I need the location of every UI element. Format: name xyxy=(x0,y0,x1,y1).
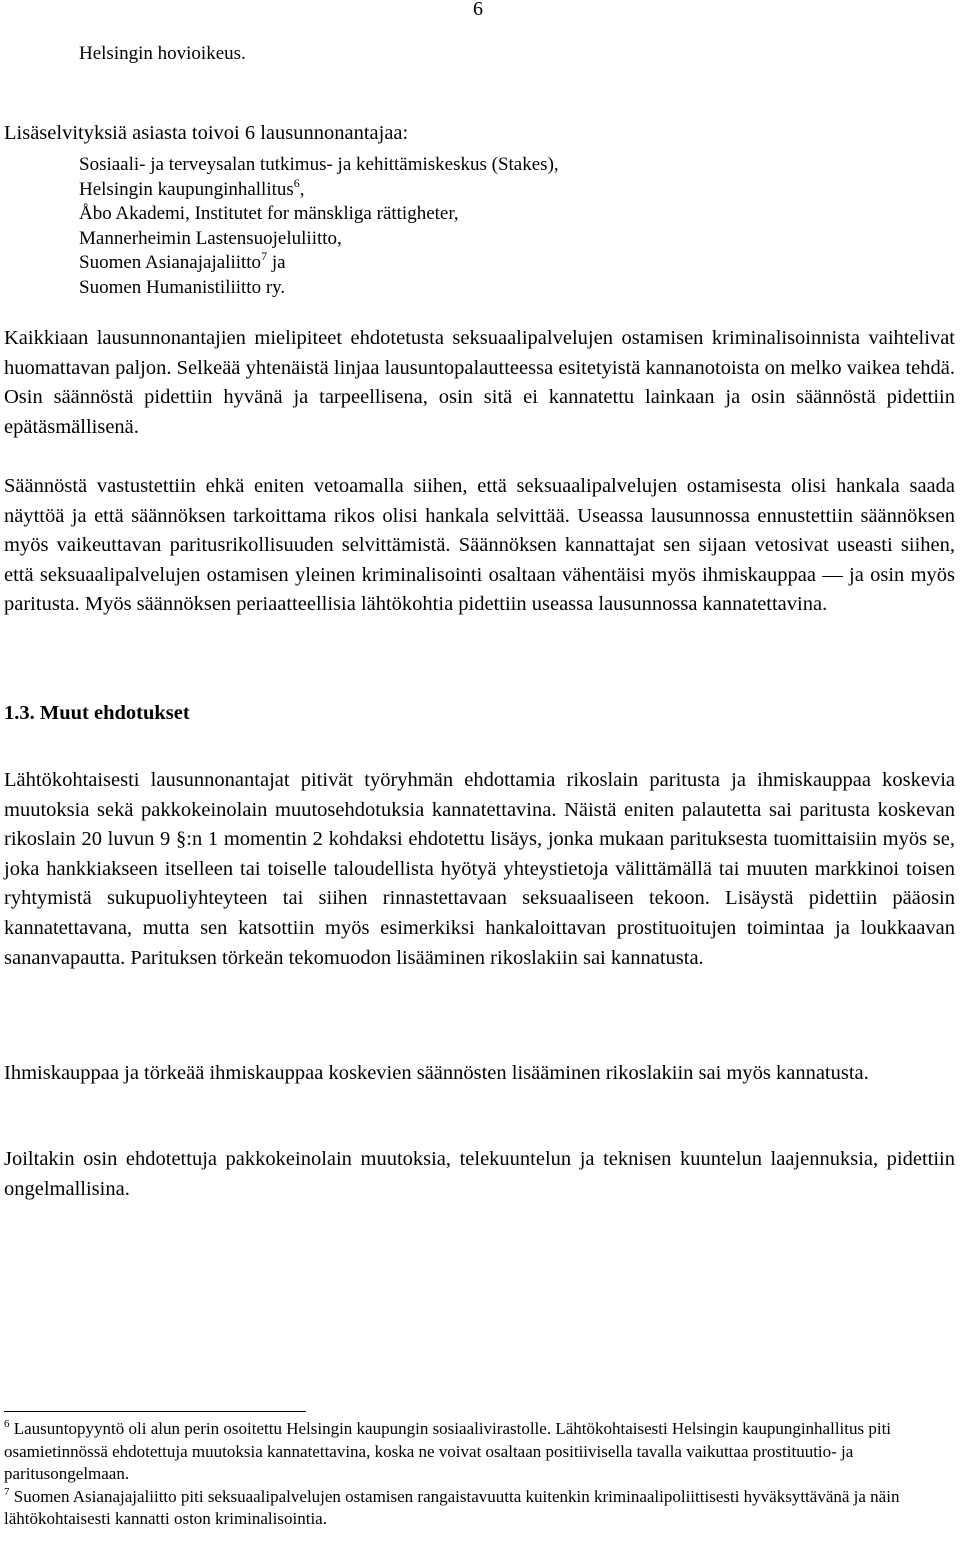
footnotes xyxy=(4,1418,949,1531)
paragraph-other-proposals: Lähtökohtaisesti lausunnonantajat pitivät työryhmän ehdottamia rikoslain paritusta ja ihmiskauppaa koskevia muutoksia sekä pakkokeinolain muutosehdotuksia kannatettavina. Näistä eniten palautetta sai paritusta koskevan rikoslain 20 luvun 9 §:n 1 momentin 2 kohdaksi ehdotettu lisäys, jonka mukaan parituksesta tuomittaisiin myös se, joka hankkiakseen itselleen tai toiselle taloudellista hyötyä yhteystietoja välittämällä tai muuten markkinoi toisen ryhtymistä sukupuoliyhteyteen tai siihen rinnastettavaan seksuaaliseen tekoon. Lisäystä pidettiin pääosin kannatettavana, mutta sen katsottiin myös esimerkiksi hankaloittavan prostituoitujen toimintaa ja loukkaavan sananvapautta. Parituksen törkeän tekomuodon lisääminen rikoslakiin sai kannatusta. xyxy=(4,769,955,969)
intro-text: Helsingin hovioikeus. xyxy=(79,43,246,64)
footnote-number: 7 xyxy=(4,1485,10,1498)
footnote-item: $^6$ Lausuntopyyntö oli alun perin osoitettu Helsingin kaupungin sosiaalivirastolle. Lähtökohtaisesti Helsingin kaupunginhallitus piti osamietinnössä ehdotettuja muutoksia kannatettavina, koska ne voivat osaltaan positiivisella tavalla vaikuttaa prostituutio- ja paritusongelmaan. xyxy=(4,1418,892,1483)
respondent-item: Suomen Asianajajaliitto$^7$ ja xyxy=(79,249,286,273)
respondent-item: Helsingin kaupunginhallitus$^6$, xyxy=(79,175,305,200)
respondent-item: Sosiaali- ja terveysalan tutkimus- ja kehittämiskeskus (Stakes), xyxy=(79,154,559,175)
footnote-divider xyxy=(4,1411,306,1412)
lead-line: Lisäselvityksiä asiasta toivoi 6 lausunnonantajaa: xyxy=(4,122,409,144)
footnote-number: 6 xyxy=(4,1418,10,1430)
respondent-list xyxy=(79,153,559,300)
paragraph-opposition: Säännöstä vastustettiin ehkä eniten vetoamalla siihen, että seksuaalipalvelujen ostamisesta olisi hankala saada näyttöä ja että säännöksen tarkoittama rikos olisi hankala selvittää. Useassa lausunnossa ennustettiin säännöksen myös vaikeuttavan paritusrikollisuuden selvittämistä. Säännöksen kannattajat sen sijaan vetosivat useasti siihen, että seksuaalipalvelujen ostamisen yleinen kriminalisointi osaltaan vähentäisi myös ihmiskauppaa — ja osin myös paritusta. Myös säännöksen periaatteellisia lähtökohtia pidettiin useassa lausunnossa kannatettavina. xyxy=(4,475,955,616)
respondent-item: Suomen Humanistiliitto ry. xyxy=(79,276,286,298)
footnote-ref[interactable]: 6 xyxy=(293,175,300,190)
paragraph-coercive-measures: Joiltakin osin ehdotettuja pakkokeinolain muutoksia, telekuuntelun ja teknisen kuuntelun laajennuksia, pidettiin ongelmallisina. xyxy=(4,1148,955,1200)
intro-line xyxy=(79,42,246,67)
footnote-item: $^7$ Suomen Asianajajaliitto piti seksuaalipalvelujen ostamisen rangaistavuutta kuitenkin kriminaalipoliittisesti hyväksyttävänä ja näin lähtökohtaisesti kannatti oston kriminalisointia. xyxy=(4,1485,900,1528)
respondent-item: Mannerheimin Lastensuojeluliitto, xyxy=(79,227,342,249)
page-number: 6 xyxy=(473,0,483,20)
paragraph-opinions: Kaikkiaan lausunnonantajien mielipiteet ehdotetusta seksuaalipalvelujen ostamisen kriminalisoinnista vaihtelivat huomattavan paljon. Selkeää yhtenäistä linjaa lausuntopalautteessa esitetyistä kannanotoista on melko vaikea tehdä. Osin säännöstä pidettiin hyvänä ja tarpeellisena, osin sitä ei kannatettu lainkaan ja osin säännöstä pidettiin epätäsmällisenä. xyxy=(4,327,955,438)
section-heading: 1.3. Muut ehdotukset xyxy=(4,702,190,724)
respondent-item: Åbo Akademi, Institutet for mänskliga rättigheter, xyxy=(79,203,459,224)
paragraph-human-trafficking: Ihmiskauppaa ja törkeää ihmiskauppaa koskevien säännösten lisääminen rikoslakiin sai myös kannatusta. xyxy=(4,1062,869,1084)
footnote-ref[interactable]: 7 xyxy=(261,249,268,263)
